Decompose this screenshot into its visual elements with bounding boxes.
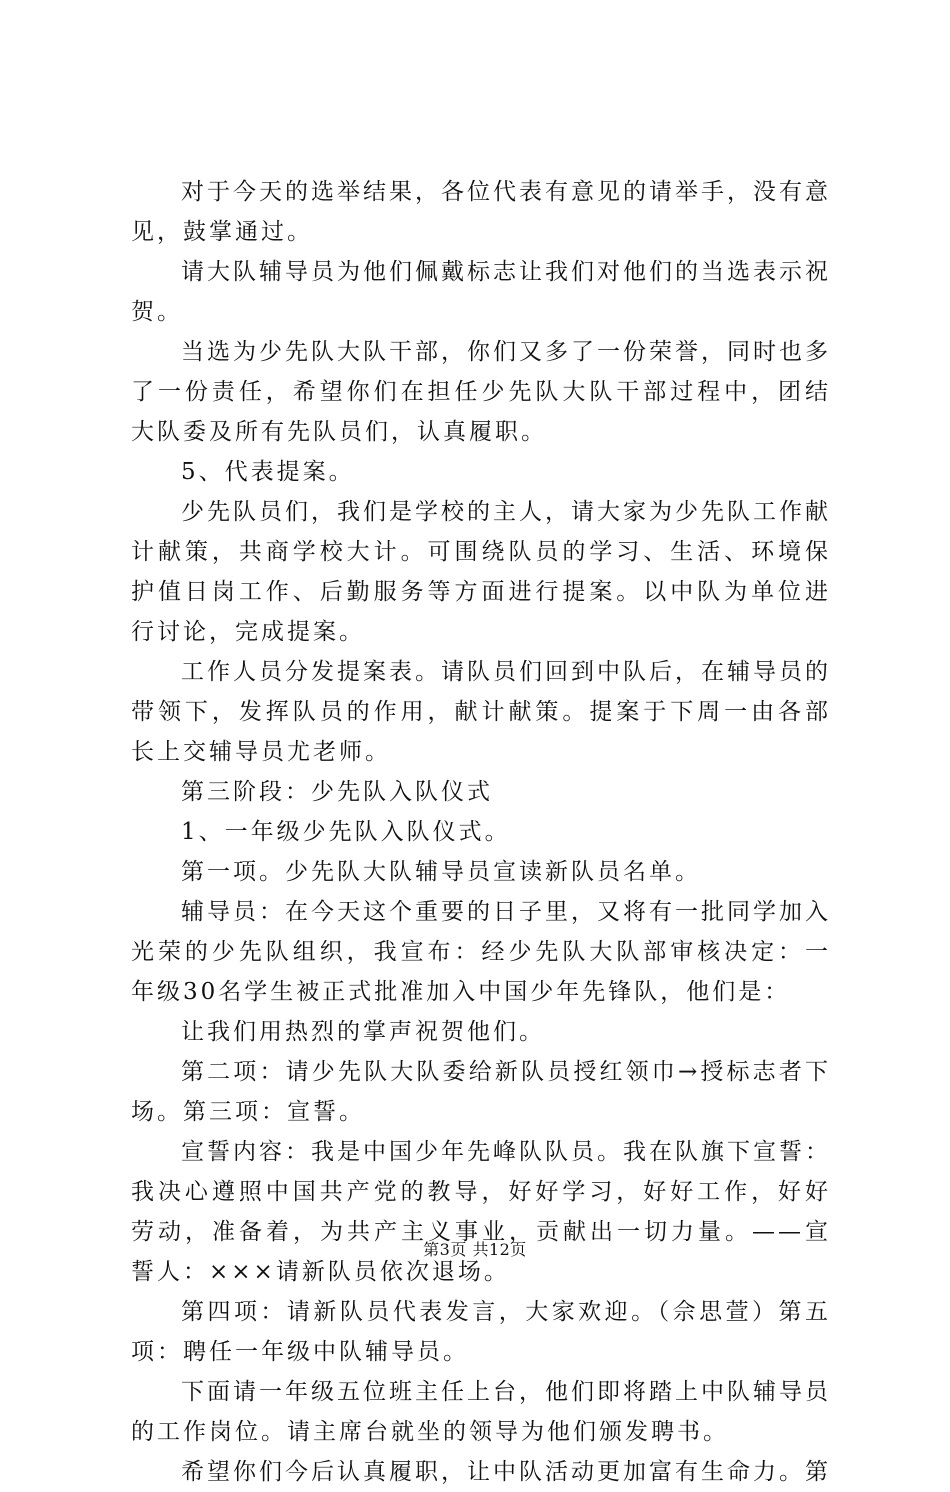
paragraph: 让我们用热烈的掌声祝贺他们。: [181, 1019, 545, 1045]
section-item-heading: 5、代表提案。: [181, 459, 355, 485]
paragraph: 当选为少先队大队干部，你们又多了一份荣誉，同时也多了一份责任，希望你们在担任少先队大队干部过程中，团结大队委及所有先队员们，认真履职。: [131, 339, 831, 445]
paragraph: 下面请一年级五位班主任上台，他们即将踏上中队辅导员的工作岗位。请主席台就坐的领导为他们颁发聘书。: [131, 1379, 831, 1445]
paragraph: 对于今天的选举结果，各位代表有意见的请举手，没有意见，鼓掌通过。: [131, 179, 831, 245]
paragraph: 第一项。少先队大队辅导员宣读新队员名单。: [181, 859, 701, 885]
paragraph: 第四项：请新队员代表发言，大家欢迎。（佘思萱）第五项：聘任一年级中队辅导员。: [131, 1299, 831, 1365]
section-item-heading: 1、一年级少先队入队仪式。: [181, 819, 511, 845]
section-heading: 第三阶段：少先队入队仪式: [181, 779, 493, 805]
paragraph: 辅导员：在今天这个重要的日子里，又将有一批同学加入光荣的少先队组织，我宣布：经少先队大队部审核决定：一年级30名学生被正式批准加入中国少年先锋队，他们是：: [131, 899, 831, 1005]
paragraph: 少先队员们，我们是学校的主人，请大家为少先队工作献计献策，共商学校大计。可围绕队员的学习、生活、环境保护值日岗工作、后勤服务等方面进行提案。以中队为单位进行讨论，完成提案。: [131, 499, 831, 645]
paragraph: 第二项：请少先队大队委给新队员授红领巾→授标志者下场。第三项：宣誓。: [131, 1059, 831, 1125]
paragraph: 希望你们今后认真履职，让中队活动更加富有生命力。第: [181, 1459, 831, 1485]
paragraph: 工作人员分发提案表。请队员们回到中队后，在辅导员的带领下，发挥队员的作用，献计献策。提案于下周一由各部长上交辅导员尤老师。: [131, 659, 831, 765]
paragraph: 宣誓内容：我是中国少年先峰队队员。我在队旗下宣誓：我决心遵照中国共产党的教导，好好学习，好好工作，好好劳动，准备着，为共产主义事业，贡献出一切力量。——宣誓人：×××请新队员依次退场。: [131, 1139, 831, 1285]
page-footer: 第3页 共12页: [423, 1240, 527, 1259]
paragraph: 请大队辅导员为他们佩戴标志让我们对他们的当选表示祝贺。: [131, 259, 831, 325]
document-body: [131, 172, 831, 1492]
